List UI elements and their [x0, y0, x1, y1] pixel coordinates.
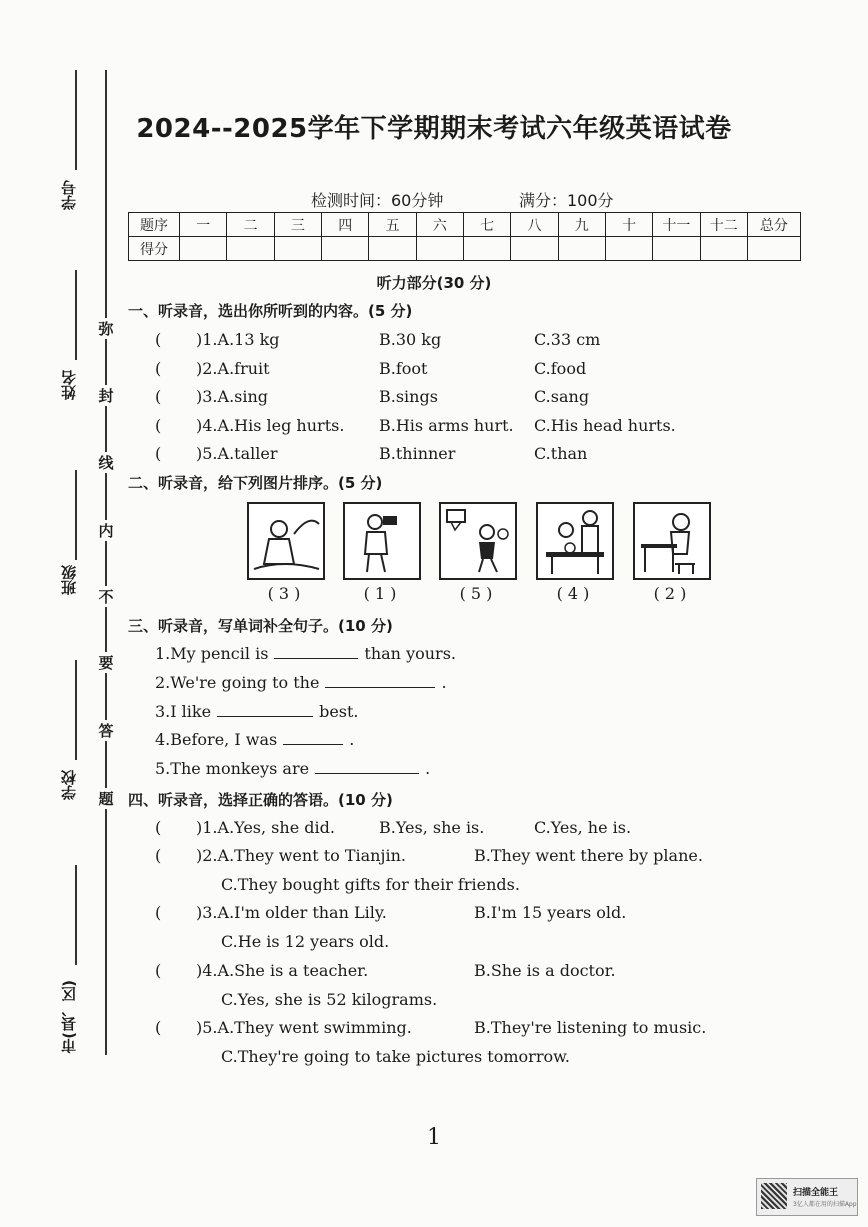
- basketball-picture-drawing: [441, 504, 515, 578]
- score-input-cell[interactable]: [605, 237, 652, 261]
- answer-paren: (: [155, 358, 162, 378]
- picture-order-answer: ( 4 ): [556, 584, 590, 603]
- score-table-header-cell: 十一: [653, 213, 700, 237]
- option-c: C.His head hurts.: [534, 415, 676, 435]
- sentence-start: 5.The monkeys are: [155, 759, 310, 779]
- answer-paren: (: [155, 444, 162, 463]
- field-line-1: [75, 70, 77, 170]
- sentence-end: than yours.: [364, 644, 456, 663]
- sentence-end: .: [441, 672, 447, 692]
- qr-code-icon: [761, 1183, 787, 1209]
- margin-field-label: 学校: [60, 770, 78, 800]
- score-table-header-cell: 题序: [129, 213, 180, 237]
- margin-field-label: 学号: [60, 180, 78, 210]
- student-desk-picture: [633, 502, 711, 580]
- family-dinner-picture-drawing: [538, 504, 612, 578]
- option-c: C.Yes, she is 52 kilograms.: [221, 990, 438, 1009]
- answer-paren: (: [155, 330, 162, 349]
- option-a: )4.A.She is a teacher.: [196, 961, 369, 980]
- score-table-score-row: [129, 237, 801, 261]
- answer-paren: (: [155, 903, 162, 922]
- score-table-header-cell: 五: [369, 213, 416, 237]
- answer-blank[interactable]: [325, 673, 435, 688]
- score-input-cell[interactable]: [322, 237, 369, 261]
- answer-paren: (: [155, 818, 162, 837]
- field-line-3: [75, 470, 77, 560]
- margin-field-label: 班级: [60, 565, 78, 595]
- answer-paren: (: [155, 961, 162, 980]
- score-table: [128, 212, 801, 261]
- option-c: C.They bought gifts for their friends.: [221, 875, 520, 894]
- sentence-end: .: [349, 730, 355, 750]
- margin-field-label: 市(县、区): [60, 980, 78, 1054]
- stamp-text: 扫描全能王: [793, 1188, 839, 1198]
- score-input-cell[interactable]: [463, 237, 510, 261]
- sentence-start: 2.We're going to the: [155, 672, 320, 692]
- option-a: )5.A.taller: [196, 444, 278, 463]
- score-table-header-cell: 八: [511, 213, 558, 237]
- seal-line: [105, 70, 107, 1055]
- sentence-start: 3.I like: [155, 701, 212, 721]
- score-input-cell[interactable]: [700, 237, 747, 261]
- sentence-end: best.: [319, 701, 359, 721]
- option-b: B.They went there by plane.: [474, 846, 703, 865]
- sentence-end: .: [425, 759, 431, 779]
- photographer-picture-drawing: [345, 504, 419, 578]
- answer-paren: (: [155, 387, 162, 406]
- scanner-watermark: [756, 1178, 858, 1216]
- score-input-cell[interactable]: [747, 237, 800, 261]
- full-score: 满分：100分: [519, 191, 614, 210]
- answer-blank[interactable]: [315, 759, 419, 774]
- option-b: B.She is a doctor.: [474, 961, 616, 980]
- picture-order-answer: ( 5 ): [459, 584, 493, 603]
- score-table-header-cell: 七: [463, 213, 510, 237]
- answer-paren: (: [155, 415, 162, 435]
- score-table-header-cell: 总分: [747, 213, 800, 237]
- option-a: )3.A.sing: [196, 387, 269, 406]
- listening-header: 听力部分(30 分): [376, 274, 492, 292]
- option-a: )4.A.His leg hurts.: [196, 415, 345, 435]
- section-3-title: 三、听录音，写单词补全句子。(10 分): [128, 617, 393, 635]
- field-line-2: [75, 270, 77, 360]
- photographer-picture: [343, 502, 421, 580]
- score-input-cell[interactable]: [274, 237, 321, 261]
- fishing-picture: [247, 502, 325, 580]
- student-desk-picture-drawing: [635, 504, 709, 578]
- section-2-title: 二、听录音，给下列图片排序。(5 分): [128, 474, 383, 492]
- option-a: )5.A.They went swimming.: [196, 1018, 412, 1037]
- picture-order-answer: ( 2 ): [653, 584, 687, 603]
- option-a: )3.A.I'm older than Lily.: [196, 903, 387, 922]
- fill-in-sentence: [155, 702, 359, 721]
- answer-paren: (: [155, 846, 162, 865]
- option-b: B.Yes, she is.: [379, 818, 485, 837]
- family-dinner-picture: [536, 502, 614, 580]
- answer-paren: (: [155, 1018, 162, 1037]
- option-c: C.He is 12 years old.: [221, 932, 390, 951]
- fill-in-sentence: [155, 730, 354, 749]
- option-a: )1.A.13 kg: [196, 330, 280, 349]
- score-input-cell[interactable]: [227, 237, 274, 261]
- score-table-header-cell: 四: [322, 213, 369, 237]
- score-table-header-cell: 二: [227, 213, 274, 237]
- option-c: C.sang: [534, 387, 590, 406]
- score-table-header-cell: 九: [558, 213, 605, 237]
- score-table-header-row: [129, 213, 801, 237]
- seal-line-character: 不: [96, 586, 116, 607]
- seal-line-character: 要: [96, 652, 116, 673]
- seal-line-character: 题: [96, 788, 116, 809]
- score-input-cell[interactable]: [416, 237, 463, 261]
- field-line-5: [75, 865, 77, 965]
- seal-line-character: 弥: [96, 318, 116, 339]
- score-table-header-cell: 三: [274, 213, 321, 237]
- option-c: C.Yes, he is.: [534, 818, 632, 837]
- seal-line-character: 线: [96, 452, 116, 473]
- option-b: B.thinner: [379, 444, 456, 463]
- sentence-start: 4.Before, I was: [155, 730, 278, 750]
- seal-line-character: 内: [96, 520, 116, 541]
- exam-time: 检测时间：60分钟: [311, 191, 444, 210]
- score-input-cell[interactable]: [369, 237, 416, 261]
- option-c: C.than: [534, 444, 588, 463]
- option-b: B.I'm 15 years old.: [474, 903, 627, 922]
- option-b: B.They're listening to music.: [474, 1018, 707, 1037]
- score-input-cell[interactable]: [180, 237, 227, 261]
- option-a: )2.A.fruit: [196, 358, 270, 378]
- option-a: )1.A.Yes, she did.: [196, 818, 335, 837]
- margin-field-label: 姓名: [60, 370, 78, 400]
- field-line-4: [75, 660, 77, 760]
- score-input-cell[interactable]: [511, 237, 558, 261]
- score-table-header-cell: 一: [180, 213, 227, 237]
- fill-in-sentence: [155, 673, 447, 692]
- page-title: 2024--2025学年下学期期末考试六年级英语试卷: [136, 114, 732, 144]
- page-number: 1: [427, 1125, 441, 1150]
- option-b: B.His arms hurt.: [379, 415, 514, 435]
- option-c: C.food: [534, 358, 587, 378]
- seal-line-character: 封: [96, 385, 116, 406]
- score-input-cell[interactable]: [653, 237, 700, 261]
- section-1-title: 一、听录音，选出你所听到的内容。(5 分): [128, 302, 413, 320]
- option-a: )2.A.They went to Tianjin.: [196, 846, 406, 865]
- answer-blank[interactable]: [217, 702, 313, 717]
- section-4-title: 四、听录音，选择正确的答语。(10 分): [128, 791, 393, 809]
- answer-blank[interactable]: [274, 644, 358, 659]
- picture-order-answer: ( 1 ): [363, 584, 397, 603]
- option-c: C.33 cm: [534, 330, 601, 349]
- option-c: C.They're going to take pictures tomorrow.: [221, 1047, 570, 1066]
- option-b: B.sings: [379, 387, 438, 406]
- option-b: B.30 kg: [379, 330, 442, 349]
- picture-order-answer: ( 3 ): [267, 584, 301, 603]
- seal-line-character: 答: [96, 720, 116, 741]
- score-table-header-cell: 十二: [700, 213, 747, 237]
- score-label-cell: 得分: [129, 237, 180, 261]
- score-table-header-cell: 十: [605, 213, 652, 237]
- answer-blank[interactable]: [283, 730, 343, 745]
- stamp-subtext: 3亿人都在用的扫描App: [793, 1201, 857, 1208]
- fill-in-sentence: [155, 759, 430, 778]
- basketball-picture: [439, 502, 517, 580]
- score-table-header-cell: 六: [416, 213, 463, 237]
- sentence-start: 1.My pencil is: [155, 644, 269, 663]
- score-input-cell[interactable]: [558, 237, 605, 261]
- option-b: B.foot: [379, 358, 428, 378]
- fishing-picture-drawing: [249, 504, 323, 578]
- fill-in-sentence: [155, 644, 456, 663]
